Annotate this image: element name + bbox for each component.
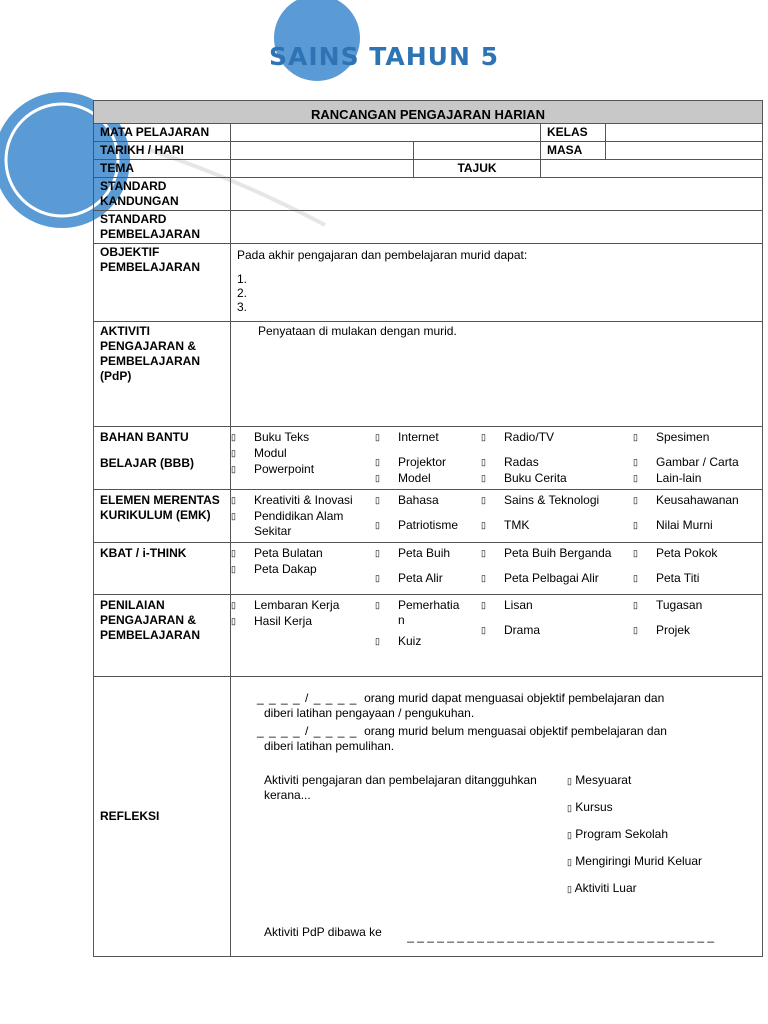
checkbox-icon: ▯ [567,884,572,894]
checkbox-mesyuarat[interactable]: ▯ Mesyuarat [567,773,632,787]
checkbox-pendidikan-alam[interactable]: ▯ Pendidikan Alam Sekitar [231,509,344,538]
checkbox-icon: ▯ [633,600,638,610]
checkbox-radas[interactable]: ▯ Radas [481,455,539,469]
checkbox-icon: ▯ [633,473,638,483]
checkbox-tugasan[interactable]: ▯ Tugasan [633,598,703,612]
label-kbat: KBAT / i-THINK [94,543,231,595]
checkbox-drama[interactable]: ▯ Drama [481,623,541,637]
checkbox-icon: ▯ [375,548,380,558]
label-penilaian: PENILAIAN PENGAJARAN & PEMBELAJARAN [94,595,231,677]
checkbox-kursus[interactable]: ▯ Kursus [567,800,613,814]
checkbox-icon: ▯ [481,600,486,610]
checkbox-buku-cerita[interactable]: ▯ Buku Cerita [481,471,567,485]
blank-murid-belum[interactable]: _ _ _ _ / _ _ _ _ [257,724,358,738]
label-bbb-line2: BELAJAR (BBB) [100,456,194,470]
label-tajuk: TAJUK [414,160,541,178]
checkbox-modul[interactable]: ▯ Modul [231,446,287,460]
checkbox-icon: ▯ [481,548,486,558]
checkbox-model[interactable]: ▯ Model [375,471,431,485]
field-standard-kandungan[interactable] [231,178,763,211]
checkbox-kuiz[interactable]: ▯ Kuiz [375,634,422,648]
checkbox-powerpoint[interactable]: ▯ Powerpoint [231,462,315,476]
label-bbb [94,427,231,490]
label-masa: MASA [541,142,606,160]
refleksi-line1b: diberi latihan pengayaan / pengukuhan. [264,706,475,720]
checkbox-icon: ▯ [633,520,638,530]
label-mata-pelajaran: MATA PELAJARAN [94,124,231,142]
label-objektif: OBJEKTIF PEMBELAJARAN [94,244,231,322]
checkbox-icon: ▯ [567,803,572,813]
blank-murid-menguasai[interactable]: _ _ _ _ / _ _ _ _ [257,691,358,705]
checkbox-peta-bulatan[interactable]: ▯ Peta Bulatan [231,546,323,560]
bbb-options [231,427,763,490]
rph-form-table [93,100,763,957]
checkbox-icon: ▯ [375,457,380,467]
checkbox-icon: ▯ [231,464,236,474]
field-tarikh[interactable] [231,142,414,160]
checkbox-pemerhatian[interactable]: ▯ Pemerhatian [375,598,460,627]
checkbox-peta-pelbagai-alir[interactable]: ▯ Peta Pelbagai Alir [481,571,599,585]
refleksi-section [231,677,763,957]
checkbox-patriotisme[interactable]: ▯ Patriotisme [375,518,459,532]
checkbox-icon: ▯ [231,495,236,505]
checkbox-icon: ▯ [633,573,638,583]
checkbox-icon: ▯ [481,495,486,505]
checkbox-peta-buih[interactable]: ▯ Peta Buih [375,546,451,560]
field-tema[interactable] [231,160,414,178]
label-aktiviti: AKTIVITI PENGAJARAN & PEMBELAJARAN (PdP) [94,322,231,427]
label-kelas: KELAS [541,124,606,142]
checkbox-icon: ▯ [481,625,486,635]
checkbox-aktiviti-luar[interactable]: ▯ Aktiviti Luar [567,881,637,895]
label-standard-kandungan: STANDARD KANDUNGAN [94,178,231,211]
label-standard-pembelajaran: STANDARD PEMBELAJARAN [94,211,231,244]
checkbox-projek[interactable]: ▯ Projek [633,623,691,637]
checkbox-icon: ▯ [567,776,572,786]
checkbox-icon: ▯ [481,520,486,530]
kbat-options [231,543,763,595]
checkbox-icon: ▯ [567,830,572,840]
refleksi-dibawa: Aktiviti PdP dibawa ke [264,925,382,939]
checkbox-lisan[interactable]: ▯ Lisan [481,598,533,612]
checkbox-icon: ▯ [231,616,236,626]
refleksi-line1a: orang murid dapat menguasai objektif pembelajaran dan [364,691,665,705]
blank-dibawa-ke[interactable]: _ _ _ _ _ _ _ _ _ _ _ _ _ _ _ _ _ _ _ _ _ _ _ _ _ _ _ _ _ _ _ [407,929,715,943]
checkbox-spesimen[interactable]: ▯ Spesimen [633,430,710,444]
checkbox-icon: ▯ [231,432,236,442]
field-tajuk[interactable] [541,160,763,178]
form-title: RANCANGAN PENGAJARAN HARIAN [94,101,763,124]
checkbox-bahasa[interactable]: ▯ Bahasa [375,493,439,507]
label-tarikh-hari: TARIKH / HARI [94,142,231,160]
checkbox-peta-alir[interactable]: ▯ Peta Alir [375,571,443,585]
checkbox-peta-pokok[interactable]: ▯ Peta Pokok [633,546,718,560]
checkbox-icon: ▯ [375,600,380,610]
checkbox-lembaran-kerja[interactable]: ▯ Lembaran Kerja [231,598,340,612]
objektif-intro: Pada akhir pengajaran dan pembelajaran murid dapat: [237,248,528,262]
field-kelas[interactable] [606,124,763,142]
checkbox-internet[interactable]: ▯ Internet [375,430,439,444]
checkbox-icon: ▯ [481,457,486,467]
page-title: SAINS TAHUN 5 [269,42,499,71]
checkbox-icon: ▯ [231,548,236,558]
checkbox-sains-teknologi[interactable]: ▯ Sains & Teknologi [481,493,600,507]
checkbox-mengiringi-murid[interactable]: ▯ Mengiringi Murid Keluar [567,854,703,868]
checkbox-icon: ▯ [633,432,638,442]
label-refleksi: REFLEKSI [94,677,231,957]
checkbox-icon: ▯ [481,432,486,442]
aktiviti-text: Penyataan di mulakan dengan murid. [258,324,457,338]
checkbox-gambar-carta[interactable]: ▯ Gambar / Carta [633,455,739,469]
checkbox-buku-teks[interactable]: ▯ Buku Teks [231,430,310,444]
checkbox-icon: ▯ [231,511,236,521]
checkbox-icon: ▯ [375,432,380,442]
checkbox-lain-lain[interactable]: ▯ Lain-lain [633,471,702,485]
field-standard-pembelajaran[interactable] [231,211,763,244]
checkbox-peta-buih-berganda[interactable]: ▯ Peta Buih Berganda [481,546,612,560]
checkbox-peta-dakap[interactable]: ▯ Peta Dakap [231,562,317,576]
checkbox-kreativiti[interactable]: ▯ Kreativiti & Inovasi [231,493,353,507]
checkbox-peta-titi[interactable]: ▯ Peta Titi [633,571,700,585]
checkbox-icon: ▯ [633,548,638,558]
penilaian-options [231,595,763,677]
refleksi-tangguh: Aktiviti pengajaran dan pembelajaran ditangguhkan kerana... [264,773,537,802]
checkbox-nilai-murni[interactable]: ▯ Nilai Murni [633,518,713,532]
checkbox-icon: ▯ [375,520,380,530]
checkbox-tmk[interactable]: ▯ TMK [481,518,530,532]
field-aktiviti[interactable] [231,322,763,427]
checkbox-projektor[interactable]: ▯ Projektor [375,455,447,469]
checkbox-icon: ▯ [567,857,572,867]
checkbox-icon: ▯ [481,573,486,583]
checkbox-icon: ▯ [375,473,380,483]
checkbox-radio-tv[interactable]: ▯ Radio/TV [481,430,555,444]
checkbox-keusahawanan[interactable]: ▯ Keusahawanan [633,493,739,507]
field-objektif[interactable] [231,244,763,322]
checkbox-hasil-kerja[interactable]: ▯ Hasil Kerja [231,614,313,628]
checkbox-icon: ▯ [375,636,380,646]
checkbox-icon: ▯ [375,573,380,583]
checkbox-icon: ▯ [633,457,638,467]
checkbox-program-sekolah[interactable]: ▯ Program Sekolah [567,827,669,841]
refleksi-line2a: orang murid belum menguasai objektif pembelajaran dan [364,724,667,738]
checkbox-icon: ▯ [231,564,236,574]
emk-options [231,490,763,543]
label-tema: TEMA [94,160,231,178]
objektif-item: 1. [237,272,248,286]
checkbox-icon: ▯ [481,473,486,483]
label-emk: ELEMEN MERENTAS KURIKULUM (EMK) [94,490,231,543]
checkbox-icon: ▯ [231,448,236,458]
field-mata-pelajaran[interactable] [231,124,541,142]
refleksi-line2b: diberi latihan pemulihan. [264,739,395,753]
checkbox-icon: ▯ [633,625,638,635]
label-bbb-line1: BAHAN BANTU [100,430,189,444]
checkbox-icon: ▯ [633,495,638,505]
checkbox-icon: ▯ [231,600,236,610]
objektif-item: 3. [237,300,248,314]
checkbox-icon: ▯ [375,495,380,505]
field-masa[interactable] [606,142,763,160]
field-hari[interactable] [414,142,541,160]
objektif-item: 2. [237,286,248,300]
